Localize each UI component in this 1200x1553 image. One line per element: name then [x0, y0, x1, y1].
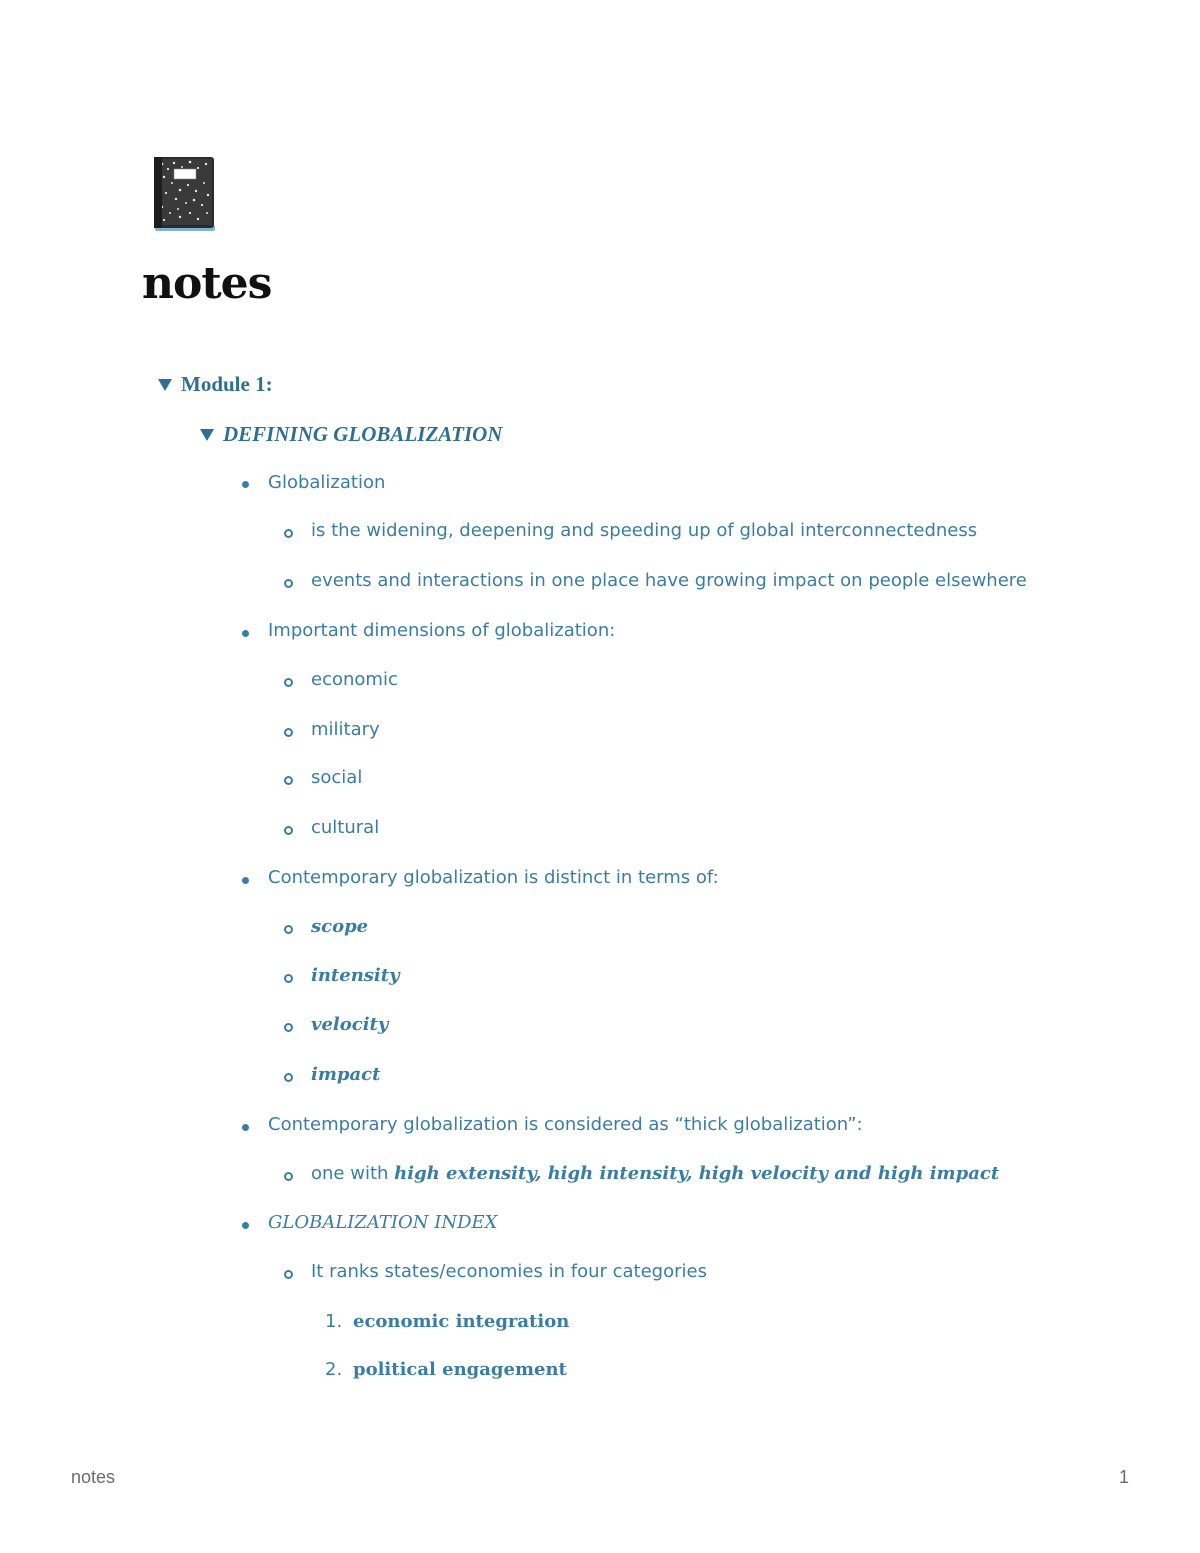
bullet-icon: [242, 1124, 249, 1131]
sub-list-item: It ranks states/economies in four categories: [311, 1261, 707, 1282]
list-item: Globalization: [268, 472, 386, 493]
sub-bullet-icon: [284, 974, 293, 983]
list-item: Contemporary globalization is distinct in terms of:: [268, 867, 719, 888]
toggle-triangle-icon[interactable]: [200, 429, 214, 441]
sub-bullet-icon: [284, 579, 293, 588]
numbered-item: political engagement: [353, 1359, 567, 1380]
bullet-icon: [242, 1222, 249, 1229]
notebook-icon: [152, 155, 218, 233]
sub-list-item: velocity: [311, 1014, 389, 1035]
sub-bullet-icon: [284, 826, 293, 835]
sub-list-item: scope: [311, 916, 369, 937]
module-toggle[interactable]: [158, 372, 273, 397]
page-number: 1: [1119, 1467, 1130, 1487]
section-toggle[interactable]: [200, 422, 502, 447]
sub-bullet-icon: [284, 728, 293, 737]
sub-bullet-icon: [284, 678, 293, 687]
sub-list-item: intensity: [311, 965, 400, 986]
footer-label: notes: [71, 1467, 116, 1487]
sub-bullet-icon: [284, 1073, 293, 1082]
sub-list-item: economic: [311, 669, 398, 690]
sub-bullet-icon: [284, 925, 293, 934]
list-number: 1.: [325, 1311, 343, 1332]
list-item: Important dimensions of globalization:: [268, 620, 616, 641]
bullet-icon: [242, 630, 249, 637]
sub-list-item: [311, 1163, 999, 1184]
sub-list-item: social: [311, 767, 363, 788]
sub-bullet-icon: [284, 1270, 293, 1279]
list-number: 2.: [325, 1359, 343, 1380]
sub-bullet-icon: [284, 776, 293, 785]
page-title: notes: [142, 258, 272, 309]
list-item: Contemporary globalization is considered as “thick globalization”:: [268, 1114, 863, 1135]
sub-list-item: impact: [311, 1064, 381, 1085]
sub-list-item: military: [311, 719, 380, 740]
numbered-item: economic integration: [353, 1311, 570, 1332]
sub-list-item-prefix: one with: [311, 1163, 395, 1184]
sub-list-item: is the widening, deepening and speeding up of global interconnectedness: [311, 520, 978, 541]
sub-list-item-emphasis: high extensity, high intensity, high velocity and high impact: [394, 1163, 1000, 1184]
sub-bullet-icon: [284, 529, 293, 538]
sub-list-item: events and interactions in one place have growing impact on people elsewhere: [311, 570, 1027, 591]
bullet-icon: [242, 877, 249, 884]
module-label: Module 1:: [181, 372, 273, 396]
sub-bullet-icon: [284, 1023, 293, 1032]
section-label: DEFINING GLOBALIZATION: [223, 422, 503, 446]
sub-bullet-icon: [284, 1172, 293, 1181]
list-item: GLOBALIZATION INDEX: [268, 1212, 498, 1233]
toggle-triangle-icon[interactable]: [158, 379, 172, 391]
sub-list-item: cultural: [311, 817, 380, 838]
bullet-icon: [242, 481, 249, 488]
